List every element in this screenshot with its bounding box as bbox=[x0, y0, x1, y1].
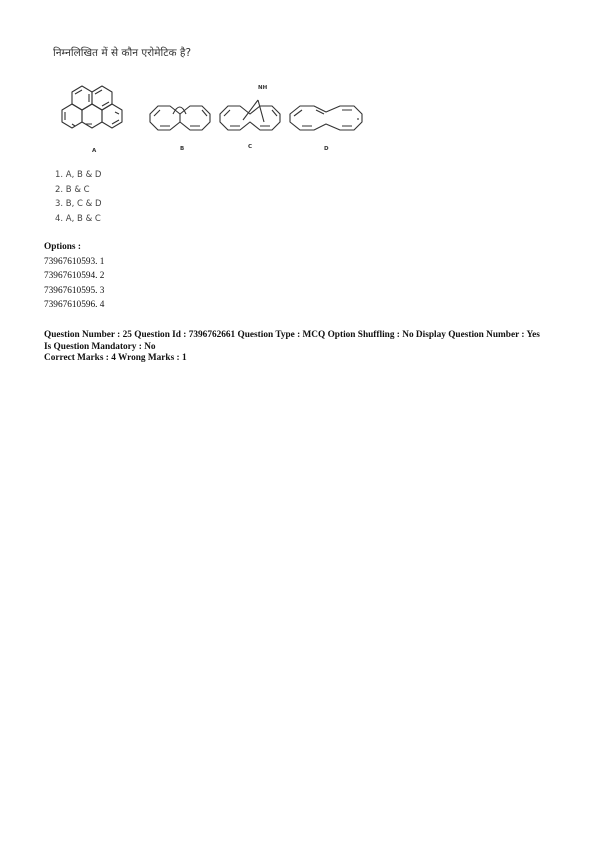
option-item: 73967610595. 3 bbox=[44, 285, 105, 296]
structure-label-c: C bbox=[248, 144, 253, 150]
choice-item: 3. B, C & D bbox=[55, 199, 102, 209]
option-item: 73967610596. 4 bbox=[44, 300, 105, 311]
structure-b-bridged-annulene bbox=[150, 106, 210, 130]
meta-line-question-info: Question Number : 25 Question Id : 7396762661 Question Type : MCQ Option Shuffling : No Display Question Number : Yes bbox=[44, 330, 540, 340]
choice-item: 2. B & C bbox=[55, 184, 90, 195]
options-heading: Options : bbox=[44, 242, 81, 252]
structures-figure bbox=[50, 80, 370, 160]
option-item: 73967610593. 1 bbox=[44, 256, 105, 267]
structure-d-annulene bbox=[290, 106, 362, 130]
structure-label-d: D bbox=[324, 146, 329, 152]
choice-item: 1. A, B & D bbox=[55, 170, 102, 180]
answer-choices bbox=[55, 168, 102, 226]
structure-label-a: A bbox=[92, 148, 97, 154]
structure-label-b: B bbox=[180, 146, 185, 152]
chemical-structures bbox=[50, 80, 370, 164]
meta-line-marks: Correct Marks : 4 Wrong Marks : 1 bbox=[44, 353, 187, 363]
structure-c-nh-bridged-annulene bbox=[220, 100, 280, 130]
meta-line-mandatory: Is Question Mandatory : No bbox=[44, 341, 156, 352]
options-list bbox=[44, 240, 104, 313]
option-item: 73967610594. 2 bbox=[44, 271, 105, 282]
choice-item: 4. A, B & C bbox=[55, 213, 101, 224]
question-text: निम्नलिखित में से कौन एरोमेटिक है? bbox=[53, 47, 192, 59]
structure-a-pyrene bbox=[62, 86, 122, 128]
structure-annotation-nh: NH bbox=[258, 85, 268, 91]
question-metadata bbox=[44, 330, 564, 365]
